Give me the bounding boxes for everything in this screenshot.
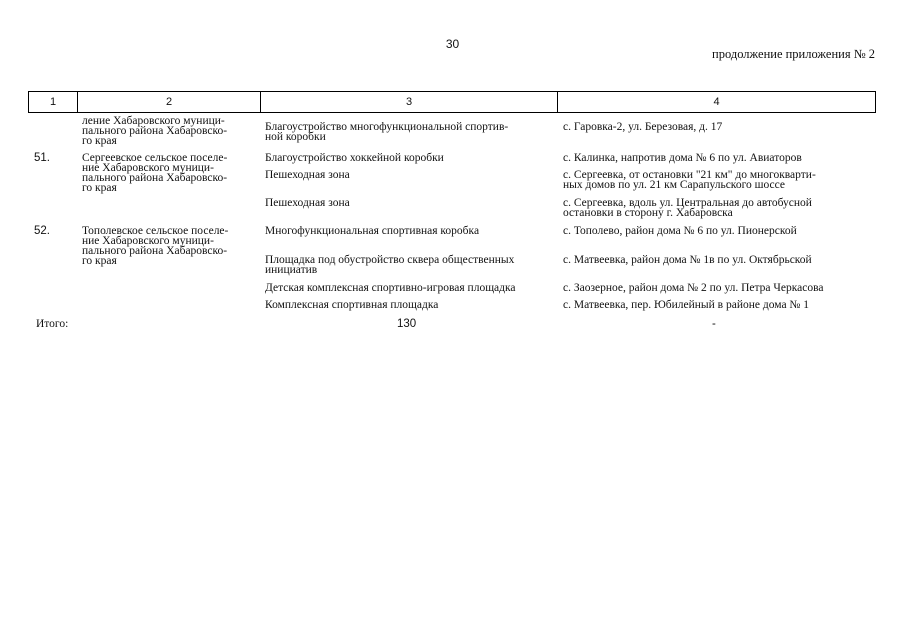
table-header — [28, 91, 876, 113]
object-name-line: Пешеходная зона — [265, 197, 350, 209]
address-line: с. Матвеевка, пер. Юбилейный в районе дома № 1 — [563, 299, 810, 311]
appendix-label: продолжение приложения № 2 — [712, 47, 875, 61]
total-dash: - — [712, 318, 716, 330]
address-cell — [563, 170, 816, 190]
address-line: с. Матвеевка, район дома № 1в по ул. Октябрьской — [563, 254, 812, 266]
header-col-3: 3 — [261, 92, 558, 113]
address-line: с. Тополево, район дома № 6 по ул. Пионерской — [563, 225, 797, 237]
object-name-cell — [265, 300, 438, 310]
object-name-line: Многофункциональная спортивная коробка — [265, 225, 480, 237]
object-name-cell — [265, 255, 514, 275]
header-col-1: 1 — [29, 92, 78, 113]
row-number: 52. — [34, 225, 50, 237]
object-name-line: Площадка под обустройство сквера общественных — [265, 254, 515, 266]
settlement-cell — [82, 226, 228, 266]
address-line: с. Сергеевка, вдоль ул. Центральная до автобусной — [563, 197, 812, 209]
settlement-line: го края — [82, 182, 117, 194]
address-cell — [563, 255, 812, 265]
object-name-cell — [265, 226, 479, 236]
settlement-cell — [82, 116, 227, 146]
address-cell — [563, 226, 797, 236]
settlement-line: пального района Хабаровско- — [82, 172, 228, 184]
object-name-cell — [265, 170, 350, 180]
row-number: 51. — [34, 152, 50, 164]
settlement-line: Сергеевское сельское поселе- — [82, 152, 228, 164]
object-name-line: инициатив — [265, 264, 318, 276]
object-name-line: Благоустройство хоккейной коробки — [265, 152, 444, 164]
address-line: с. Заозерное, район дома № 2 по ул. Петра Черкасова — [563, 282, 824, 294]
object-name-line: ной коробки — [265, 131, 326, 143]
object-name-line: Детская комплексная спортивно-игровая площадка — [265, 282, 516, 294]
settlement-line: ние Хабаровского муници- — [82, 162, 214, 174]
address-line: ных домов по ул. 21 км Сарапульского шоссе — [563, 179, 785, 191]
header-col-4: 4 — [558, 92, 876, 113]
total-count: 130 — [397, 318, 417, 330]
page-number: 30 — [445, 37, 460, 51]
object-name-cell — [265, 153, 444, 163]
object-name-cell — [265, 122, 508, 142]
settlement-line: го края — [82, 135, 117, 147]
address-cell — [563, 283, 824, 293]
settlement-cell — [82, 153, 227, 193]
settlement-line: го края — [82, 255, 117, 267]
address-line: остановки в сторону г. Хабаровска — [563, 207, 733, 219]
settlement-line: ние Хабаровского муници- — [82, 235, 214, 247]
address-line: с. Калинка, напротив дома № 6 по ул. Авиаторов — [563, 152, 802, 164]
settlement-line: ление Хабаровского муници- — [82, 115, 225, 127]
address-cell — [563, 300, 809, 310]
object-name-line: Благоустройство многофункциональной спортив- — [265, 121, 509, 133]
address-cell — [563, 153, 802, 163]
settlement-line: Тополевское сельское поселе- — [82, 225, 229, 237]
settlement-line: пального района Хабаровско- — [82, 125, 228, 137]
header-col-2: 2 — [78, 92, 261, 113]
address-line: с. Гаровка-2, ул. Березовая, д. 17 — [563, 121, 723, 133]
object-name-line: Комплексная спортивная площадка — [265, 299, 439, 311]
address-line: с. Сергеевка, от остановки "21 км" до многокварти- — [563, 169, 816, 181]
object-name-cell — [265, 283, 516, 293]
object-name-cell — [265, 198, 350, 208]
settlement-line: пального района Хабаровско- — [82, 245, 228, 257]
address-cell — [563, 198, 812, 218]
object-name-line: Пешеходная зона — [265, 169, 350, 181]
total-label: Итого: — [36, 318, 69, 330]
address-cell — [563, 122, 722, 132]
